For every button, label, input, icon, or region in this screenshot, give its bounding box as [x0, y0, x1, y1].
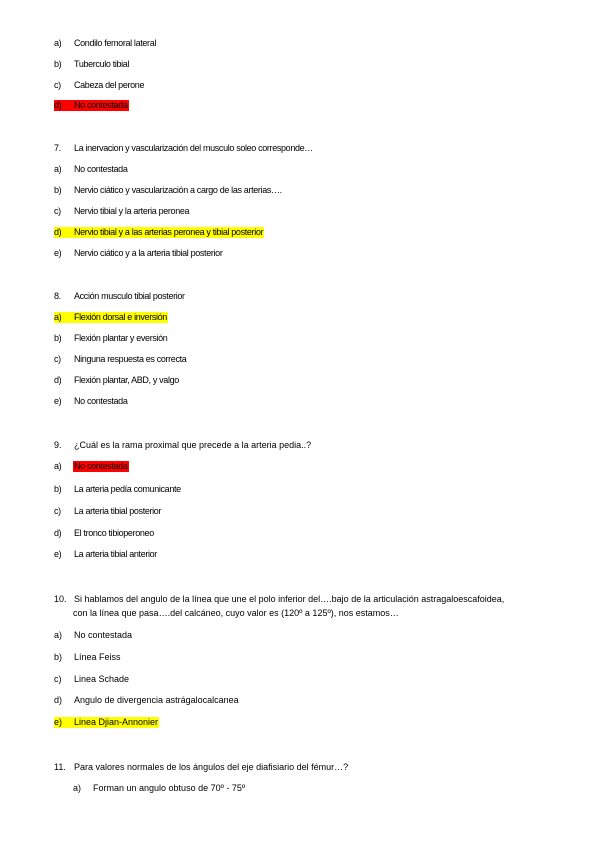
wrong-answer-highlight: No contestada: [74, 461, 128, 471]
q9-option-a: a) No contestada: [54, 461, 128, 471]
correct-answer-highlight: Nervio tibial y a las arterias peronea y tibial posterior: [74, 227, 264, 237]
q9-option-d: d) El tronco tibioperoneo: [54, 528, 154, 538]
q7-option-a: a) No contestada: [54, 164, 128, 174]
q8-option-c: c) Ninguna respuesta es correcta: [54, 354, 187, 364]
q8-option-e: e) No contestada: [54, 396, 128, 406]
q8-question: 8. Acción musculo tibial posterior: [54, 291, 185, 301]
correct-answer-highlight: Flexión dorsal e inversión: [74, 312, 167, 322]
q6-option-c: c) Cabeza del perone: [54, 80, 145, 90]
q10-option-d: d) Angulo de divergencia astrágalocalcanea: [54, 695, 239, 705]
q10-option-b: b) Línea Feiss: [54, 652, 121, 662]
q10-question-continued: con la línea que pasa….del calcáneo, cuyo valor es (120º a 125º), nos estamos…: [73, 608, 399, 618]
q10-question: 10. Si hablamos del angulo de la línea que une el polo inferior del….bajo de la articulación astragaloescafoidea,: [54, 594, 505, 604]
q11-question: 11. Para valores normales de los ángulos del eje diafisiario del fémur…?: [54, 762, 349, 772]
q9-option-b: b) La arteria pedía comunicante: [54, 484, 181, 494]
q10-option-e: e) Linea Djian-Annonier: [54, 717, 159, 727]
wrong-answer-highlight: No contestada: [74, 100, 128, 110]
q6-option-d: d) No contestada: [54, 100, 128, 110]
q9-question: 9. ¿Cuál es la rama proximal que precede a la arteria pedia..?: [54, 440, 312, 450]
q8-option-d: d) Flexión plantar, ABD, y valgo: [54, 375, 179, 385]
q8-option-b: b) Flexión plantar y eversión: [54, 333, 168, 343]
q7-question: 7. La inervacion y vascularización del musculo soleo corresponde…: [54, 143, 313, 153]
q10-option-a: a) No contestada: [54, 630, 133, 640]
q7-option-e: e) Nervio ciático y a la arteria tibial posterior: [54, 248, 223, 258]
q7-option-b: b) Nervio ciático y vascularización a cargo de las arterias….: [54, 185, 282, 195]
q9-option-e: e) La arteria tibial anterior: [54, 549, 157, 559]
q7-option-d: d) Nervio tibial y a las arterias peronea y tibial posterior: [54, 227, 264, 237]
q8-option-a: a) Flexión dorsal e inversión: [54, 312, 167, 322]
q11-option-a: a) Forman un angulo obtuso de 70º - 75º: [73, 783, 246, 793]
q6-option-a: a) Condilo femoral lateral: [54, 38, 156, 48]
correct-answer-highlight: Linea Djian-Annonier: [74, 717, 159, 727]
q10-option-c: c) Linea Schade: [54, 674, 130, 684]
q7-option-c: c) Nervio tibial y la arteria peronea: [54, 206, 190, 216]
q6-option-b: b) Tuberculo tibial: [54, 59, 130, 69]
q9-option-c: c) La arteria tibial posterior: [54, 506, 162, 516]
